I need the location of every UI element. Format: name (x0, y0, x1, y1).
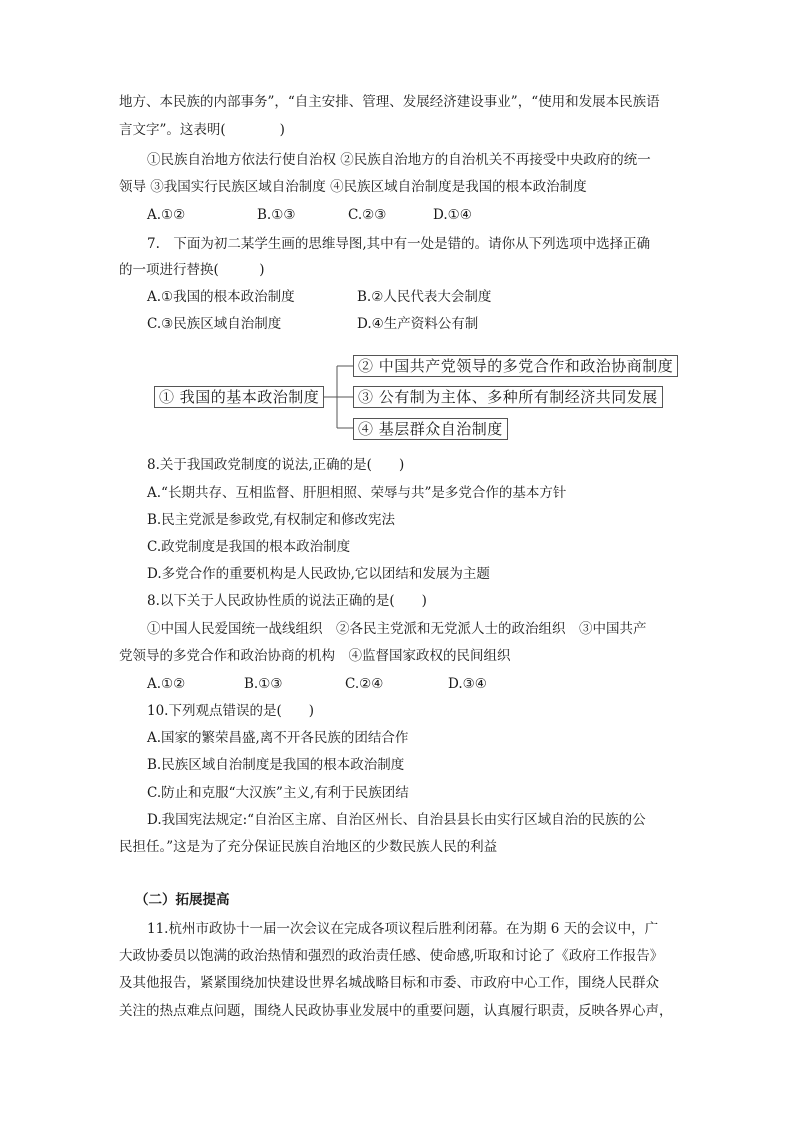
q10-option-c: C.防止和克服“大汉族”主义,有利于民族团结 (147, 785, 409, 801)
q6-statement-line2: 领导 ③我国实行民族区域自治制度 ④民族区域自治制度是我国的根本政治制度 (119, 179, 587, 195)
q6-option-d: D.①④ (433, 207, 472, 223)
q8b-stem: 8.以下关于人民政协性质的说法正确的是( ) (147, 593, 427, 609)
q8a-stem: 8.关于我国政党制度的说法,正确的是( ) (147, 457, 405, 473)
q7-stem-line2: 的一项进行替换( ) (119, 262, 265, 278)
q8b-option-d: D.③④ (448, 676, 487, 692)
q8a-option-d: D.多党合作的重要机构是人民政协,它以团结和发展为主题 (147, 566, 490, 582)
q8a-option-c: C.政党制度是我国的根本政治制度 (147, 539, 351, 555)
q10-stem: 10.下列观点错误的是( ) (147, 703, 315, 719)
q8b-option-b: B.①③ (244, 676, 283, 692)
q6-option-b: B.①③ (257, 207, 296, 223)
mindmap-root: ① 我国的基本政治制度 (154, 386, 324, 408)
q7-option-a: A.①我国的根本政治制度 (147, 289, 295, 305)
q7-option-b: B.②人民代表大会制度 (357, 289, 492, 305)
q7-option-d: D.④生产资料公有制 (357, 316, 479, 332)
q6-option-a: A.①② (147, 207, 186, 223)
q6-statement-line1: ①民族自治地方依法行使自治权 ②民族自治地方的自治机关不再接受中央政府的统一 (147, 152, 651, 168)
q7-option-c: C.③民族区域自治制度 (147, 316, 282, 332)
q8b-statement-line1: ①中国人民爱国统一战线组织 ②各民主党派和无党派人士的政治组织 ③中国共产 (147, 621, 647, 637)
q8b-option-c: C.②④ (345, 676, 384, 692)
q8a-option-b: B.民主党派是参政党,有权制定和修改宪法 (147, 512, 396, 528)
q10-option-a: A.国家的繁荣昌盛,离不开各民族的团结合作 (147, 730, 409, 746)
section-heading: （二）拓展提高 (135, 892, 230, 908)
mindmap-branch-4: ④ 基层群众自治制度 (353, 418, 508, 440)
q11-line2: 大政协委员以饱满的政治热情和强烈的政治责任感、使命感,听取和讨论了《政府工作报告》 (119, 948, 664, 964)
q11-line4: 关注的热点难点问题，围绕人民政协事业发展中的重要问题，认真履行职责，反映各界心声， (119, 1003, 673, 1019)
mindmap-branch-2: ② 中国共产党领导的多党合作和政治协商制度 (353, 355, 678, 377)
q10-option-d-line1: D.我国宪法规定:“自治区主席、自治区州长、自治县县长由实行区域自治的民族的公 (147, 812, 646, 828)
q6-stem-line2: 言文字”。这表明( ) (119, 122, 285, 138)
q8b-option-a: A.①② (147, 676, 186, 692)
q8b-statement-line2: 党领导的多党合作和政治协商的机构 ④监督国家政权的民间组织 (119, 648, 511, 664)
q11-line3: 及其他报告，紧紧围绕加快建设世界名城战略目标和市委、市政府中心工作，围绕人民群众 (119, 975, 659, 991)
q8a-option-a: A.“长期共存、互相监督、肝胆相照、荣辱与共”是多党合作的基本方针 (147, 485, 567, 501)
q10-option-b: B.民族区域自治制度是我国的根本政治制度 (147, 757, 405, 773)
mindmap-branch-3: ③ 公有制为主体、多种所有制经济共同发展 (353, 386, 663, 408)
q6-stem-line1: 地方、本民族的内部事务”，“自主安排、管理、发展经济建设事业”，“使用和发展本民族语 (119, 94, 660, 110)
q7-stem-line1: 7. 下面为初二某学生画的思维导图,其中有一处是错的。请你从下列选项中选择正确 (147, 236, 651, 252)
q6-option-c: C.②③ (348, 207, 387, 223)
q11-line1: 11.杭州市政协十一届一次会议在完成各项议程后胜利闭幕。在为期 6 天的会议中，广 (147, 921, 659, 937)
q10-option-d-line2: 民担任。”这是为了充分保证民族自治地区的少数民族人民的利益 (119, 839, 498, 855)
